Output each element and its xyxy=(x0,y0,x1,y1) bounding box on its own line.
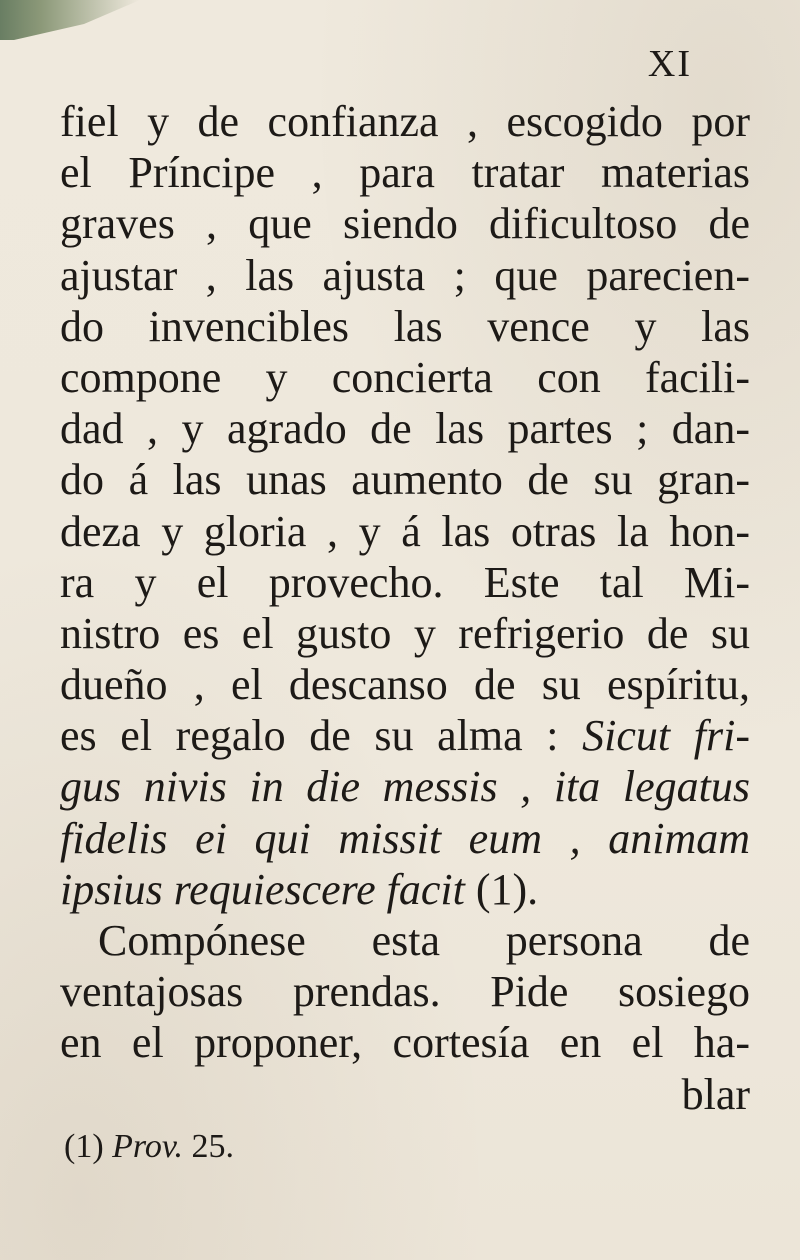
latin-quote-end xyxy=(60,864,750,915)
latin-quote-line: gus nivis in die messis , ita legatus xyxy=(60,762,750,812)
footnote-ref-mark: (1). xyxy=(464,864,539,914)
text-line: ajustar , las ajusta ; que parecien- xyxy=(60,250,750,300)
text-line: ventajosas prendas. Pide sosiego xyxy=(60,967,750,1017)
text-line: fiel y de confianza , escogido por xyxy=(60,97,750,146)
text-line: nistro es el gusto y refrigerio de su xyxy=(60,608,750,658)
page-number: XI xyxy=(647,43,692,85)
catchword: blar xyxy=(681,1069,750,1119)
latin-quote-line: fidelis ei qui missit eum , animam xyxy=(60,813,750,863)
footnote-number: 25. xyxy=(191,1128,234,1165)
text-line: graves , que siendo dificultoso de xyxy=(60,199,750,249)
latin-quote-segment: ipsius requiescere facit xyxy=(60,864,465,914)
text-line-mixed xyxy=(60,710,750,761)
footnote-marker: (1) xyxy=(64,1128,104,1165)
text-line: dad , y agrado de las partes ; dan- xyxy=(60,404,750,454)
text-line: deza y gloria , y á las otras la hon- xyxy=(60,506,750,556)
text-line: en el proponer, cortesía en el ha- xyxy=(60,1018,750,1068)
text-segment: es el regalo de su alma : xyxy=(60,711,583,761)
body-text xyxy=(60,96,750,1120)
text-line: do invencibles las vence y las xyxy=(60,301,750,351)
footnote-reference: Prov. xyxy=(112,1128,183,1165)
text-line: do á las unas aumento de su gran- xyxy=(60,455,750,505)
paragraph-start-line: Compónese esta persona de xyxy=(98,916,750,965)
text-line: ra y el provecho. Este tal Mi- xyxy=(60,557,750,607)
text-line: dueño , el descanso de su espíritu, xyxy=(60,660,750,710)
text-line: compone y concierta con facili- xyxy=(60,352,750,402)
footnote xyxy=(64,1128,234,1166)
text-line: el Príncipe , para tratar materias xyxy=(60,148,750,198)
page-corner-stain xyxy=(0,0,140,40)
latin-quote-start: Sicut fri- xyxy=(582,711,750,761)
